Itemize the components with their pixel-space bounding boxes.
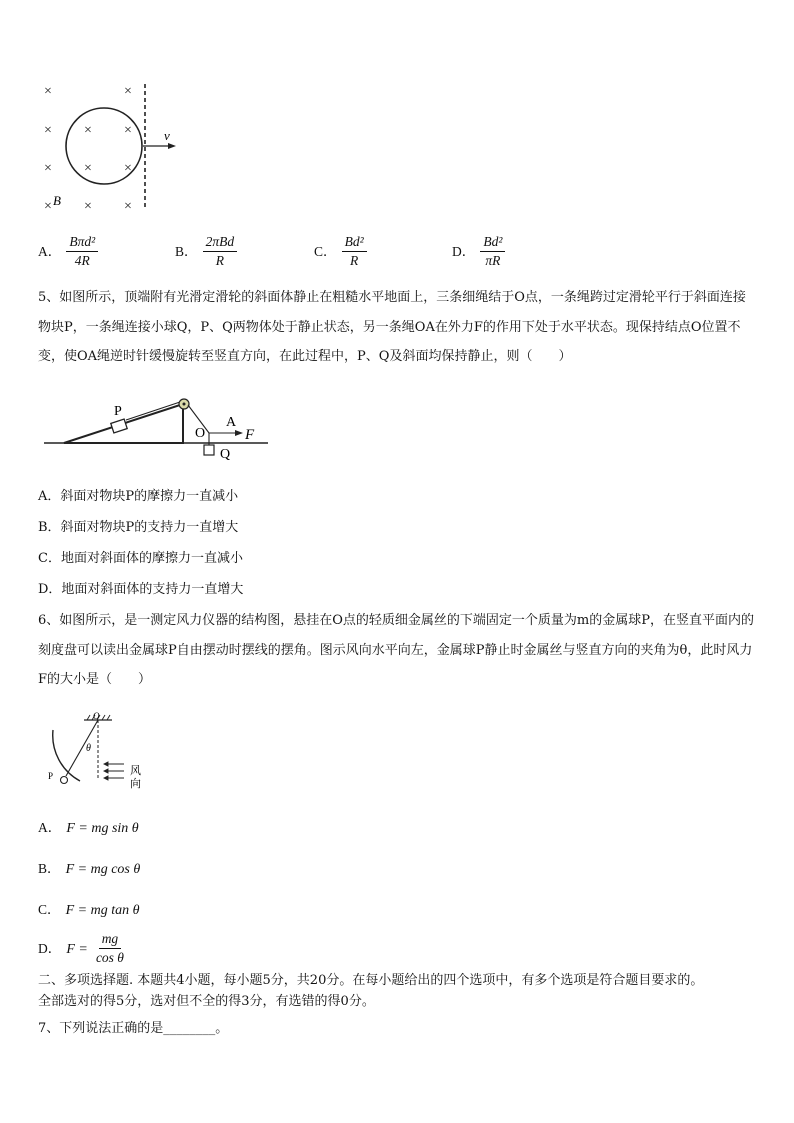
q6-option-c [38,898,140,919]
option-letter: D． [38,941,62,956]
option-fraction [480,234,505,269]
option-letter: C． [38,902,61,917]
q7-stem: 7、下列说法正确的是________。 [38,1021,229,1036]
field-cross: × [124,84,132,99]
coil-circle [66,108,142,184]
rope-p [126,401,183,420]
fraction-denominator: πR [485,253,501,268]
q4-option-d [452,234,505,269]
q5-option-d: D．地面对斜面体的支持力一直增大 [38,582,244,597]
fraction-numerator: Bd² [480,234,505,252]
label-a: A [226,415,237,430]
label-q: Q [220,447,231,462]
magnetic-field-figure [36,78,186,218]
field-cross: × [84,199,92,214]
option-formula: F = mg sin θ [66,821,139,836]
velocity-arrowhead [168,143,176,149]
label-theta: θ [86,743,91,754]
option-letter: A． [38,244,62,259]
option-letter: D． [452,244,476,259]
label-wind: 风 [130,765,141,777]
incline-pulley-figure [40,393,270,471]
q5-stem: 5、如图所示，顶端附有光滑定滑轮的斜面体静止在粗糙水平地面上，三条细绳结于O点，一条绳跨过定滑轮平行于斜面连接物块P，一条绳连接小球Q，P、Q两物体处于静止状态，另一条绳OA在外力F的作用下处于水平状态。现保持结点O位置不变，使OA绳逆时针缓慢旋转至竖直方向，在此过程中，P、Q及斜面均保持静止，则（ ） [38,290,746,364]
option-letter: A． [38,820,62,835]
option-formula: F = mg tan θ [65,903,140,918]
fraction-denominator: 4R [74,253,90,268]
fraction-numerator: 2πBd [203,234,238,252]
q5-option-c: C．地面对斜面体的摩擦力一直减小 [38,551,243,566]
field-cross: × [84,161,92,176]
q5-option-b: B．斜面对物块P的支持力一直增大 [38,520,239,535]
q5-option-a: A．斜面对物块P的摩擦力一直减小 [38,489,239,504]
option-letter: C． [314,244,337,259]
option-formula: F = mg cos θ [65,862,141,877]
field-cross: × [44,199,52,214]
option-fraction [66,234,98,269]
option-fraction [93,931,127,966]
field-label-b: B [53,193,61,208]
ball-q [204,445,214,455]
pulley-axle [183,403,186,406]
q6-option-b [38,857,140,878]
field-cross: × [124,123,132,138]
fraction-denominator: cos θ [95,950,124,965]
q4-option-b [175,234,237,269]
fraction-numerator: Bd² [342,234,367,252]
q4-option-c [314,234,367,269]
section2-heading-line1: 二、多项选择题. 本题共4小题，每小题5分，共20分。在每小题给出的四个选项中，有多个选项是符合题目要求的。 [38,973,704,988]
field-cross: × [124,161,132,176]
fraction-denominator: R [215,253,224,268]
field-cross: × [44,123,52,138]
block-p [111,419,127,433]
fraction-denominator: R [350,253,359,268]
label-f: F [245,427,255,443]
section2-heading-line2: 全部选对的得5分，选对但不全的得3分，有选错的得0分。 [38,994,375,1009]
option-fraction [342,234,367,269]
fraction-numerator: mg [99,931,122,949]
field-cross: × [124,199,132,214]
option-fraction [203,234,238,269]
fraction-numerator: Bπd² [66,234,98,252]
field-cross: × [84,123,92,138]
label-direction: 向 [130,778,141,790]
q6-option-d [38,931,127,966]
field-cross: × [44,161,52,176]
label-o: O [93,711,100,721]
q6-stem: 6、如图所示，是一测定风力仪器的结构图，悬挂在O点的轻质细金属丝的下端固定一个质量为m的金属球P，在竖直平面内的刻度盘可以读出金属球P自由摆动时摆线的摆角。图示风向水平向左，金属球P静止时金属丝与竖直方向的夹角为θ，此时风力F的大小是（ ） [38,613,755,687]
metal-ball-p [61,777,68,784]
force-arrowhead [235,430,243,436]
q6-option-a [38,816,139,837]
velocity-label: v [164,128,170,143]
wind-gauge-figure [40,710,160,790]
q4-option-a [38,234,98,269]
option-letter: B． [38,861,61,876]
label-p: P [114,404,122,419]
label-o: O [195,426,206,441]
option-formula-lhs: F = [66,942,88,957]
label-p: P [48,771,54,781]
option-letter: B． [175,244,198,259]
suspension-wire [66,720,98,776]
field-cross: × [44,84,52,99]
scale-arc [53,730,80,781]
